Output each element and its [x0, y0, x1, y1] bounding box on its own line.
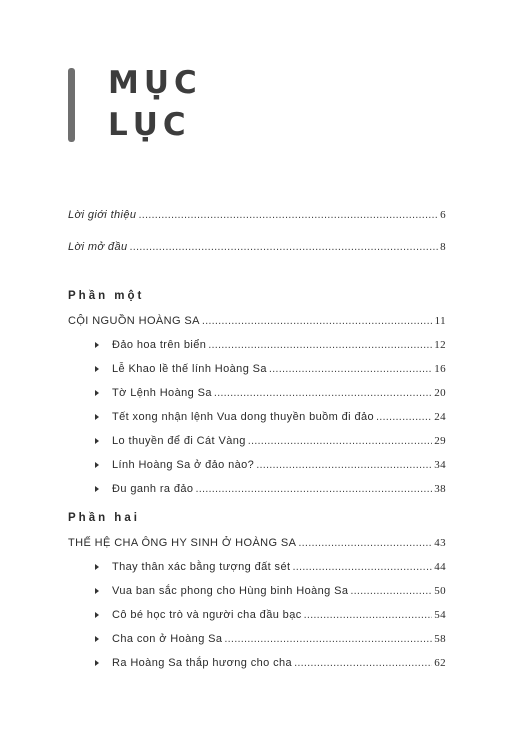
dot-leader: [195, 482, 432, 496]
toc-entry[interactable]: [112, 336, 446, 352]
toc-chapter[interactable]: [68, 534, 446, 550]
bullet-icon: [95, 564, 99, 570]
bullet-icon: [95, 636, 99, 642]
toc-entry-page: 29: [434, 435, 446, 447]
part-heading: Phần hai: [68, 512, 140, 524]
toc-entry-label: Tết xong nhận lệnh Vua dong thuyền buồm đi đảo: [112, 411, 375, 423]
toc-entry-page: 20: [434, 387, 446, 399]
toc-entry[interactable]: [112, 606, 446, 622]
toc-entry-intro[interactable]: [68, 206, 446, 222]
toc-entry-page: 44: [434, 561, 446, 573]
toc-entry[interactable]: [112, 654, 446, 670]
toc-entry-label: Thay thân xác bằng tượng đất sét: [112, 561, 291, 573]
toc-entry-label: Cha con ở Hoàng Sa: [112, 633, 223, 645]
bullet-icon: [95, 342, 99, 348]
bullet-icon: [95, 366, 99, 372]
dot-leader: [138, 208, 438, 222]
toc-entry-label: Lời mở đầu: [68, 241, 128, 253]
toc-chapter[interactable]: [68, 312, 446, 328]
part-heading: Phần một: [68, 290, 145, 302]
dot-leader: [130, 240, 439, 254]
toc-entry[interactable]: [112, 384, 446, 400]
toc-entry-label: Đảo hoa trên biển: [112, 339, 207, 351]
dot-leader: [248, 434, 432, 448]
toc-entry[interactable]: [112, 408, 446, 424]
toc-entry-label: Ra Hoàng Sa thắp hương cho cha: [112, 657, 293, 669]
toc-entry-label: Đu ganh ra đảo: [112, 483, 194, 495]
toc-chapter-page: 43: [434, 537, 446, 549]
dot-leader: [208, 338, 432, 352]
toc-entry-label: Lễ Khao lề thế lính Hoàng Sa: [112, 363, 267, 375]
bullet-icon: [95, 414, 99, 420]
title-bar: [68, 68, 75, 142]
toc-entry-page: 12: [434, 339, 446, 351]
bullet-icon: [95, 486, 99, 492]
bullet-icon: [95, 390, 99, 396]
dot-leader: [202, 314, 433, 328]
page-title-line-1: MỤC: [108, 65, 202, 101]
toc-entry[interactable]: [112, 558, 446, 574]
toc-entry-page: 6: [440, 209, 446, 221]
toc-entry-page: 62: [434, 657, 446, 669]
bullet-icon: [95, 612, 99, 618]
toc-entry-label: Lính Hoàng Sa ở đảo nào?: [112, 459, 255, 471]
toc-entry-page: 50: [434, 585, 446, 597]
dot-leader: [294, 656, 432, 670]
dot-leader: [224, 632, 432, 646]
page-title-line-2: LỤC: [108, 107, 191, 143]
toc-entry[interactable]: [112, 630, 446, 646]
toc-entry-page: 16: [434, 363, 446, 375]
bullet-icon: [95, 588, 99, 594]
toc-entry-label: Tờ Lệnh Hoàng Sa: [112, 387, 212, 399]
bullet-icon: [95, 438, 99, 444]
toc-entry-page: 54: [434, 609, 446, 621]
toc-entry-page: 58: [434, 633, 446, 645]
dot-leader: [298, 536, 432, 550]
toc-entry[interactable]: [112, 360, 446, 376]
dot-leader: [376, 410, 432, 424]
dot-leader: [269, 362, 432, 376]
toc-chapter-label: THẾ HỆ CHA ÔNG HY SINH Ở HOÀNG SA: [68, 537, 297, 549]
dot-leader: [292, 560, 432, 574]
toc-entry-page: 38: [434, 483, 446, 495]
toc-entry-label: Lời giới thiệu: [68, 209, 137, 221]
toc-entry-preface[interactable]: [68, 238, 446, 254]
toc-entry-page: 34: [434, 459, 446, 471]
toc-entry-label: Lo thuyền để đi Cát Vàng: [112, 435, 246, 447]
toc-entry-page: 8: [440, 241, 446, 253]
dot-leader: [304, 608, 433, 622]
dot-leader: [256, 458, 432, 472]
bullet-icon: [95, 660, 99, 666]
toc-entry[interactable]: [112, 480, 446, 496]
toc-entry[interactable]: [112, 582, 446, 598]
dot-leader: [350, 584, 432, 598]
toc-entry-label: Vua ban sắc phong cho Hùng binh Hoàng Sa: [112, 585, 349, 597]
toc-chapter-label: CỘI NGUỒN HOÀNG SA: [68, 315, 200, 327]
toc-entry[interactable]: [112, 456, 446, 472]
toc-entry[interactable]: [112, 432, 446, 448]
toc-chapter-page: 11: [434, 315, 446, 327]
bullet-icon: [95, 462, 99, 468]
toc-entry-page: 24: [434, 411, 446, 423]
dot-leader: [214, 386, 432, 400]
toc-entry-label: Cô bé học trò và người cha đầu bạc: [112, 609, 302, 621]
